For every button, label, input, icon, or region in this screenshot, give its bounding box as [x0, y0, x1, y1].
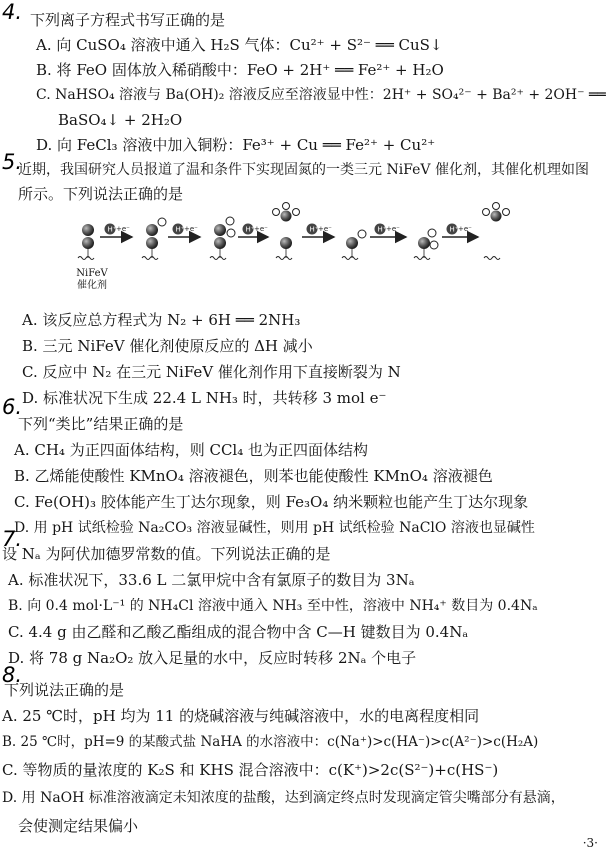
- svg-text:H⁺: H⁺: [309, 225, 319, 234]
- q7-option-c: C. 4.4 g 由乙醛和乙酸乙酯组成的混合物中含 C—H 键数目为 0.4Nₐ: [8, 623, 469, 641]
- q4-option-c: C. NaHSO₄ 溶液与 Ba(OH)₂ 溶液反应至溶液显中性：2H⁺ + SO₄²⁻ + Ba²⁺ + 2OH⁻ ══: [36, 87, 606, 103]
- stage-2-intermediate: [142, 218, 166, 260]
- q4-option-c-continued: BaSO₄↓ + 2H₂O: [58, 111, 183, 129]
- q6-stem: 下列“类比”结果正确的是: [18, 415, 184, 433]
- stage-4-first-nh3-release: [273, 203, 300, 260]
- q5-option-d: D. 标准状况下生成 22.4 L NH₃ 时，共转移 3 mol e⁻: [22, 389, 387, 407]
- q4-stem: 下列离子方程式书写正确的是: [30, 11, 226, 29]
- q5-option-c: C. 反应中 N₂ 在三元 NiFeV 催化剂作用下直接断裂为 N: [22, 363, 401, 381]
- question-number-7: 7.: [2, 527, 23, 551]
- reaction-arrow-3: [238, 224, 268, 238]
- q7-stem: 设 Nₐ 为阿伏加德罗常数的值。下列说法正确的是: [2, 545, 331, 563]
- svg-text:H⁺: H⁺: [377, 225, 387, 234]
- q8-option-b: B. 25 ℃时，pH=9 的某酸式盐 NaHA 的水溶液中：c(Na⁺)>c(HA⁻)>c(A²⁻)>c(H₂A): [2, 734, 539, 750]
- q8-option-d-continued: 会使测定结果偏小: [18, 817, 139, 835]
- svg-text:+e⁻: +e⁻: [386, 225, 400, 233]
- q6-option-c: C. Fe(OH)₃ 胶体能产生丁达尔现象，则 Fe₃O₄ 纳米颗粒也能产生丁达尔现象: [14, 493, 529, 511]
- stage-1-n2-adsorbed: [78, 224, 94, 260]
- svg-text:H⁺: H⁺: [449, 225, 459, 234]
- svg-text:+e⁻: +e⁻: [318, 225, 332, 233]
- q8-stem: 下列说法正确的是: [4, 681, 125, 699]
- q5-stem: 近期，我国研究人员报道了温和条件下实现固氮的一类三元 NiFeV 催化剂，其催化机理如图: [18, 162, 589, 178]
- q5-option-a: A. 该反应总方程式为 N₂ + 6H ══ 2NH₃: [22, 311, 301, 329]
- q6-option-d: D. 用 pH 试纸检验 Na₂CO₃ 溶液显碱性，则用 pH 试纸检验 NaClO 溶液也显碱性: [14, 520, 535, 536]
- q4-option-d: D. 向 FeCl₃ 溶液中加入铜粉：Fe³⁺ + Cu ══ Fe²⁺ + Cu²⁺: [36, 136, 436, 154]
- question-number-4: 4.: [2, 0, 23, 24]
- catalyst-label: [74, 268, 110, 292]
- stage-3-intermediate: [210, 217, 235, 260]
- svg-text:H⁺: H⁺: [175, 225, 185, 234]
- q7-option-d: D. 将 78 g Na₂O₂ 放入足量的水中，反应时转移 2Nₐ 个电子: [8, 649, 417, 667]
- reaction-arrow-1: [100, 224, 132, 238]
- catalyst-label-line2: 催化剂: [77, 280, 107, 291]
- svg-text:+e⁻: +e⁻: [116, 225, 130, 233]
- mechanism-svg: [70, 202, 540, 274]
- q7-option-a: A. 标准状况下，33.6 L 二氯甲烷中含有氯原子的数目为 3Nₐ: [8, 571, 415, 589]
- reaction-arrow-5: [370, 224, 406, 238]
- stage-5-intermediate: [342, 230, 366, 260]
- q4-option-a: A. 向 CuSO₄ 溶液中通入 H₂S 气体：Cu²⁺ + S²⁻ ══ CuS↓: [36, 36, 443, 54]
- stage-7-second-nh3-release: [483, 203, 510, 260]
- svg-text:H⁺: H⁺: [107, 225, 117, 234]
- svg-text:H⁺: H⁺: [245, 225, 255, 234]
- svg-text:+e⁻: +e⁻: [458, 225, 472, 233]
- reaction-arrow-2: [168, 224, 200, 238]
- reaction-arrow-6: [442, 224, 478, 238]
- reaction-arrow-4: [302, 224, 334, 238]
- q5-option-b: B. 三元 NiFeV 催化剂使原反应的 ΔH 减小: [22, 337, 313, 355]
- catalyst-label-line1: NiFeV: [76, 268, 108, 279]
- catalysis-mechanism-diagram: [70, 202, 540, 312]
- q7-option-b: B. 向 0.4 mol·L⁻¹ 的 NH₄Cl 溶液中通入 NH₃ 至中性，溶液中 NH₄⁺ 数目为 0.4Nₐ: [8, 598, 538, 614]
- question-number-6: 6.: [2, 395, 23, 419]
- q5-stem-continued: 所示。下列说法正确的是: [18, 185, 184, 203]
- question-number-8: 8.: [2, 663, 23, 687]
- q8-option-d: D. 用 NaOH 标准溶液滴定未知浓度的盐酸，达到滴定终点时发现滴定管尖嘴部分有悬滴，: [2, 790, 565, 806]
- q8-option-c: C. 等物质的量浓度的 K₂S 和 KHS 混合溶液中：c(K⁺)>2c(S²⁻)+c(HS⁻): [2, 761, 499, 779]
- q6-option-b: B. 乙烯能使酸性 KMnO₄ 溶液褪色，则苯也能使酸性 KMnO₄ 溶液褪色: [14, 467, 493, 485]
- page-corner-mark: ·3·: [582, 836, 598, 850]
- svg-text:+e⁻: +e⁻: [254, 225, 268, 233]
- q4-option-b: B. 将 FeO 固体放入稀硝酸中：FeO + 2H⁺ ══ Fe²⁺ + H₂O: [36, 61, 444, 79]
- q6-option-a: A. CH₄ 为正四面体结构，则 CCl₄ 也为正四面体结构: [14, 441, 369, 459]
- question-number-5: 5.: [2, 150, 23, 174]
- stage-6-intermediate: [414, 229, 438, 260]
- q8-option-a: A. 25 ℃时，pH 均为 11 的烧碱溶液与纯碱溶液中，水的电离程度相同: [2, 707, 480, 725]
- svg-text:+e⁻: +e⁻: [184, 225, 198, 233]
